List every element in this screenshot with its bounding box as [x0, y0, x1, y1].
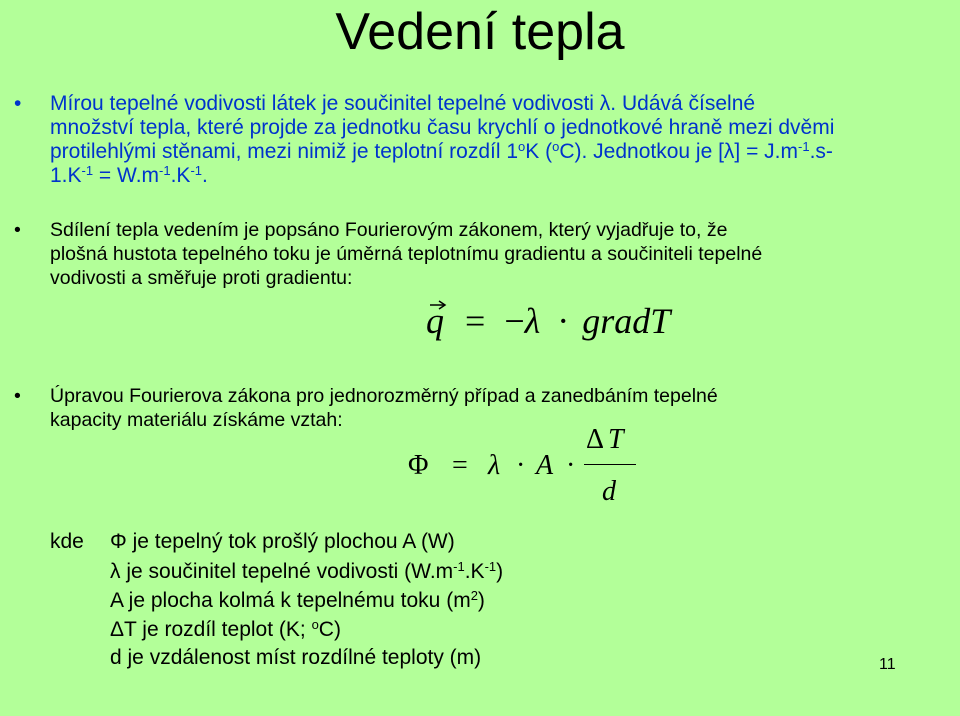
- superscript: o: [311, 617, 319, 632]
- superscript: 2: [470, 588, 478, 603]
- superscript: -1: [484, 559, 497, 574]
- superscript: o: [518, 139, 526, 154]
- eq-symbol: gradT: [582, 301, 671, 341]
- def-row-phi: Φ je tepelný tok prošlý plochou A (W): [110, 530, 455, 553]
- eq-symbol: T: [608, 424, 624, 455]
- def-row-delta-t: [110, 617, 341, 643]
- def-row-lambda: [110, 559, 503, 585]
- text-span: .K: [170, 164, 191, 187]
- superscript: -1: [798, 139, 810, 154]
- text-span: λ je součinitel tepelné vodivosti (W.m: [110, 560, 454, 583]
- fraction-bar: [584, 464, 636, 465]
- text-span: ΔT je rozdíl teplot (K;: [110, 618, 312, 641]
- bullet-dot-icon: •: [14, 219, 21, 241]
- eq-symbol: ·: [516, 450, 526, 481]
- kde-label: kde: [50, 530, 84, 553]
- text-line: Sdílení tepla vedením je popsáno Fourierovým zákonem, který vyjadřuje to, že: [50, 219, 728, 241]
- text-span: K (: [525, 140, 553, 163]
- slide-title: Vedení tepla: [335, 3, 625, 61]
- fourier-equation: [426, 296, 670, 346]
- text-line: vodivosti a směřuje proti gradientu:: [50, 267, 353, 289]
- vector-arrow-icon: [429, 299, 447, 311]
- page-number: 11: [879, 656, 896, 673]
- eq-symbol: d: [602, 476, 616, 507]
- text-line: kapacity materiálu získáme vztah:: [50, 409, 343, 431]
- text-span: A je plocha kolmá k tepelnému toku (m: [110, 589, 471, 612]
- eq-symbol: =: [452, 450, 468, 481]
- bullet-fourier-law: [14, 218, 930, 290]
- text-span: .: [202, 164, 208, 187]
- def-row-area: [110, 588, 485, 614]
- text-line: Úpravou Fourierova zákona pro jednorozměrný případ a zanedbáním tepelné: [50, 385, 718, 407]
- eq-symbol: Φ: [408, 450, 429, 481]
- eq-symbol: q: [426, 301, 444, 341]
- superscript: -1: [190, 163, 202, 178]
- bullet-dot-icon: •: [14, 385, 21, 407]
- text-span: = W.m: [93, 164, 160, 187]
- bullet-lambda-definition: [14, 92, 930, 188]
- q-vector: [426, 301, 453, 341]
- eq-symbol: ·: [557, 301, 570, 341]
- eq-symbol: λ: [488, 450, 501, 481]
- def-row-distance: d je vzdálenost míst rozdílné teploty (m): [110, 646, 482, 669]
- text-span: C): [318, 618, 341, 641]
- text-line: [50, 140, 930, 164]
- eq-symbol: A: [536, 450, 554, 481]
- bullet-one-dimensional: [14, 384, 930, 432]
- text-line: plošná hustota tepelného toku je úměrná teplotnímu gradientu a součiniteli tepelné: [50, 243, 763, 265]
- eq-symbol: −: [504, 301, 525, 341]
- text-span: C). Jednotkou je [λ] = J.m: [559, 140, 799, 163]
- superscript: -1: [159, 163, 171, 178]
- text-span: ): [477, 589, 485, 612]
- text-span: .s-: [809, 140, 833, 163]
- text-line: Mírou tepelné vodivosti látek je součinitel tepelné vodivosti λ. Udává číselné: [50, 92, 756, 115]
- text-span: 1.K: [50, 164, 82, 187]
- heat-flux-equation: [408, 424, 648, 516]
- bullet-dot-icon: •: [14, 92, 22, 115]
- superscript: -1: [81, 163, 94, 178]
- text-span: ): [496, 560, 504, 583]
- text-line: množství tepla, které projde za jednotku času krychlí o jednotkové hraně mezi dvěmi: [50, 116, 835, 139]
- text-span: protilehlými stěnami, mezi nimiž je teplotní rozdíl 1: [50, 140, 519, 163]
- eq-symbol: ·: [566, 450, 576, 481]
- superscript: -1: [453, 559, 465, 574]
- superscript: o: [552, 139, 560, 154]
- text-span: .K: [464, 560, 485, 583]
- eq-symbol: =: [465, 301, 486, 341]
- text-line: [50, 164, 930, 188]
- eq-symbol: Δ: [586, 424, 605, 455]
- eq-symbol: λ: [524, 301, 541, 341]
